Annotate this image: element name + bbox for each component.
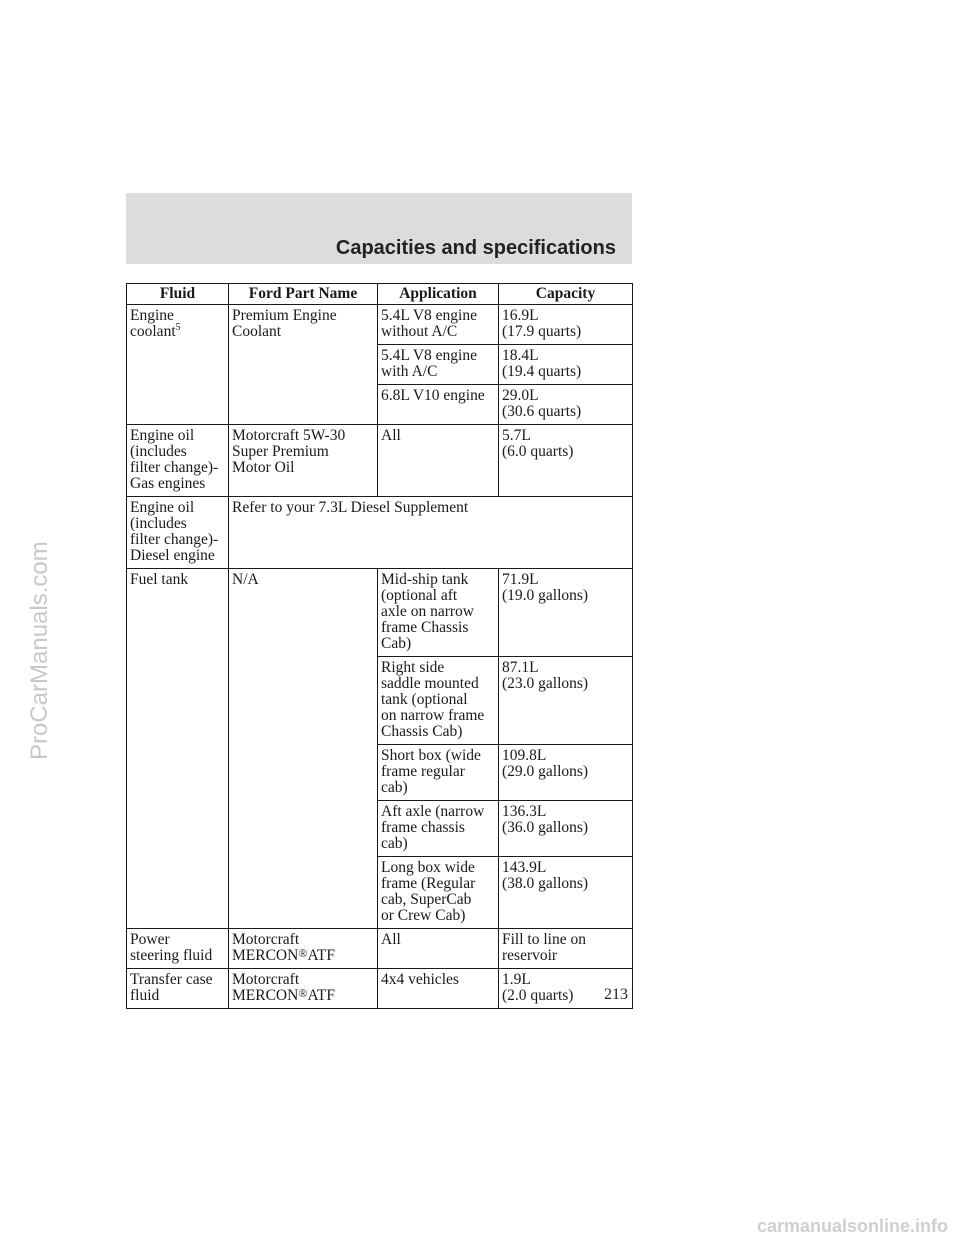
fluid-cell: Engine oil (includes filter change)- Gas engines: [127, 425, 229, 497]
section-title: Capacities and specifications: [335, 237, 616, 259]
capacity-cell: 87.1L (23.0 gallons): [499, 657, 633, 745]
application-cell: Long box wide frame (Regular cab, SuperCab or Crew Cab): [378, 857, 499, 929]
part-name-cell: Premium Engine Coolant: [229, 305, 378, 425]
capacity-cell: 136.3L (36.0 gallons): [499, 801, 633, 857]
side-watermark: ProCarManuals.com: [26, 541, 53, 760]
table-row: [127, 569, 633, 657]
part-product-suffix: ATF: [307, 987, 336, 1004]
column-header-part-name: Ford Part Name: [229, 284, 378, 305]
application-cell: Right side saddle mounted tank (optional on narrow frame Chassis Cab): [378, 657, 499, 745]
application-cell: 4x4 vehicles: [378, 969, 499, 1009]
part-product-suffix: ATF: [307, 947, 336, 964]
part-brand-line: Motorcraft: [232, 931, 300, 948]
footnote-marker: 5: [175, 321, 181, 333]
table-row: [127, 929, 633, 969]
fluid-cell: Engine oil (includes filter change)- Diesel engine: [127, 497, 229, 569]
fluid-cell: Power steering fluid: [127, 929, 229, 969]
fluid-cell: [127, 305, 229, 425]
capacity-cell: 18.4L (19.4 quarts): [499, 345, 633, 385]
capacity-cell: 109.8L (29.0 gallons): [499, 745, 633, 801]
column-header-application: Application: [378, 284, 499, 305]
table-row: [127, 969, 633, 1009]
capacity-cell: Fill to line on reservoir: [499, 929, 633, 969]
application-cell: Mid-ship tank (optional aft axle on narrow frame Chassis Cab): [378, 569, 499, 657]
fluid-name: Engine coolant: [130, 307, 176, 340]
table-row: [127, 497, 633, 569]
application-cell: 5.4L V8 engine without A/C: [378, 305, 499, 345]
part-name-cell: Motorcraft 5W-30 Super Premium Motor Oil: [229, 425, 378, 497]
application-cell: 6.8L V10 engine: [378, 385, 499, 425]
registered-mark: ®: [298, 946, 308, 960]
part-brand-line: Motorcraft: [232, 971, 300, 988]
application-cell: All: [378, 425, 499, 497]
fluid-cell: Fuel tank: [127, 569, 229, 929]
fluid-cell: Transfer case fluid: [127, 969, 229, 1009]
registered-mark: ®: [298, 986, 308, 1000]
application-cell: Short box (wide frame regular cab): [378, 745, 499, 801]
part-product-name: MERCON: [232, 987, 299, 1004]
application-cell: All: [378, 929, 499, 969]
column-header-capacity: Capacity: [499, 284, 633, 305]
section-header-band: [126, 193, 632, 264]
part-name-cell: N/A: [229, 569, 378, 929]
part-name-cell: [229, 929, 378, 969]
part-product-name: MERCON: [232, 947, 299, 964]
capacity-cell: 71.9L (19.0 gallons): [499, 569, 633, 657]
capacity-cell: 1.9L (2.0 quarts): [499, 969, 633, 1009]
capacity-cell: 5.7L (6.0 quarts): [499, 425, 633, 497]
capacity-cell: 143.9L (38.0 gallons): [499, 857, 633, 929]
table-row: [127, 305, 633, 345]
capacity-cell: 16.9L (17.9 quarts): [499, 305, 633, 345]
column-header-fluid: Fluid: [127, 284, 229, 305]
application-cell: Aft axle (narrow frame chassis cab): [378, 801, 499, 857]
capacity-cell: 29.0L (30.6 quarts): [499, 385, 633, 425]
table-row: [127, 425, 633, 497]
application-cell: 5.4L V8 engine with A/C: [378, 345, 499, 385]
capacities-table: [126, 283, 633, 1009]
bottom-watermark: carmanualsonline.info: [756, 1216, 948, 1236]
page-number: 213: [604, 986, 628, 1003]
part-name-cell: [229, 969, 378, 1009]
table-header-row: [127, 284, 633, 305]
diesel-note-cell: Refer to your 7.3L Diesel Supplement: [229, 497, 633, 569]
